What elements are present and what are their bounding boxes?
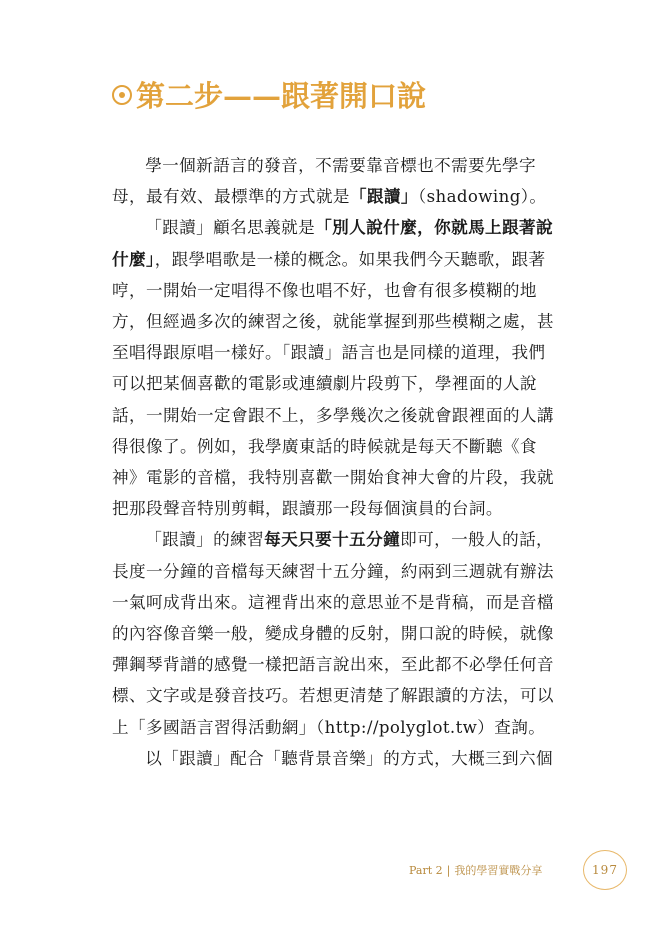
paragraph-text: （shadowing）。 (417, 187, 547, 207)
paragraph-text: 學一個新語言的發音，不需要靠音標也不需要先學字母，最有效、最標準的方式就是 (112, 156, 537, 207)
emphasized-text: 「跟讀」 (349, 186, 418, 207)
page-footer (0, 850, 663, 890)
chapter-heading (112, 74, 426, 115)
paragraph-text: 即可，一般人的話，長度一分鐘的音檔每天練習十五分鐘，約兩到三週就有辦法一氣呵成背出來。這裡背出來的意思並不是背稿，而是音檔的內容像音樂一般，變成身體的反射，開口說的時候，就像彈鋼琴背譜的感覺一樣把語言說出來，至此都不必學任何音標、文字或是發音技巧。若想更清楚了解跟讀的方法，可以上「多國語言習得活動網」（http://polyglot.tw）查詢。 (112, 530, 554, 737)
paragraph (112, 743, 554, 774)
running-footer (409, 862, 542, 878)
paragraph (112, 212, 554, 524)
paragraph (112, 524, 554, 742)
paragraph (112, 150, 554, 212)
paragraph-text: 「跟讀」顧名思義就是 (145, 218, 316, 238)
footer-section-title: 我的學習實戰分享 (454, 864, 543, 877)
body-text (112, 150, 554, 774)
footer-separator: | (446, 864, 451, 877)
page-number: 197 (583, 850, 627, 890)
paragraph-text: 「跟讀」的練習 (145, 530, 265, 550)
emphasized-text: 每天只要十五分鐘 (264, 529, 401, 550)
paragraph-text: 以「跟讀」配合「聽背景音樂」的方式，大概三到六個 (145, 748, 554, 768)
paragraph-text: ，跟學唱歌是一樣的概念。如果我們今天聽歌，跟著哼，一開始一定唱得不像也唱不好，也會有很多模糊的地方，但經過多次的練習之後，就能掌握到那些模糊之處，甚至唱得跟原唱一樣好。「跟讀」語言也是同樣的道理，我們可以把某個喜歡的電影或連續劇片段剪下，學裡面的人說話，一開始一定會跟不上，多學幾次之後就會跟裡面的人講得很像了。例如，我學廣東話的時候就是每天不斷聽《食神》電影的音檔，我特別喜歡一開始食神大會的片段，我就把那段聲音特別剪輯，跟讀那一段每個演員的台詞。 (112, 249, 554, 519)
circled-dot-icon (112, 85, 132, 105)
heading-title: 第二步——跟著開口說 (136, 79, 427, 113)
emphasized-text: 「別人說什麼，你就馬上跟著說什麼」 (112, 217, 554, 269)
footer-part-label: Part 2 (409, 864, 443, 877)
